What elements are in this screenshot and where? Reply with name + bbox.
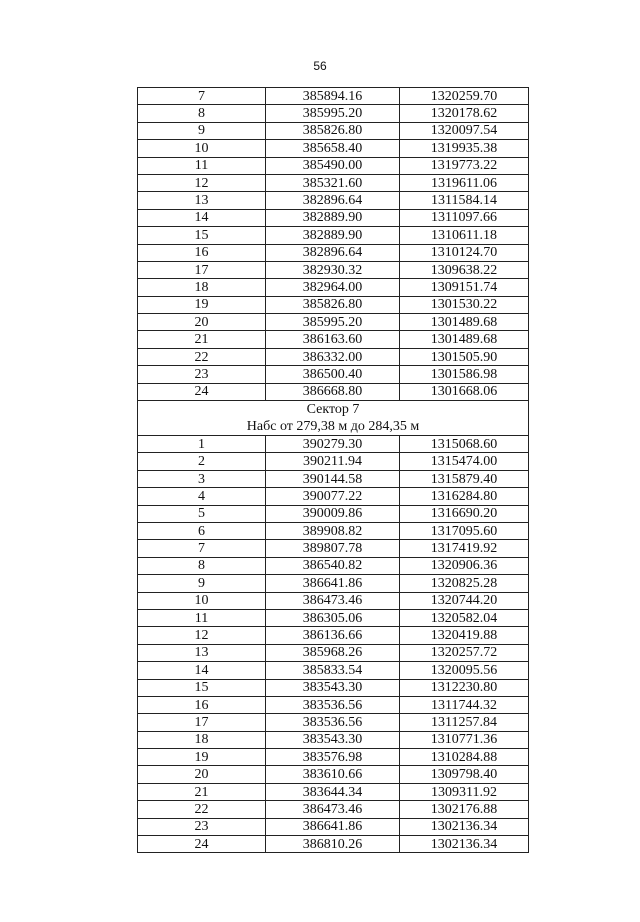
x-coordinate-cell: 386332.00 [266, 348, 400, 365]
point-number-cell: 23 [138, 818, 266, 835]
table-row [138, 540, 529, 557]
y-coordinate-cell: 1320257.72 [400, 644, 529, 661]
y-coordinate-cell: 1320419.88 [400, 627, 529, 644]
point-number-cell: 22 [138, 801, 266, 818]
y-coordinate-cell: 1302136.34 [400, 818, 529, 835]
y-coordinate-cell: 1319935.38 [400, 140, 529, 157]
point-number-cell: 13 [138, 644, 266, 661]
table-row [138, 818, 529, 835]
point-number-cell: 11 [138, 609, 266, 626]
x-coordinate-cell: 385894.16 [266, 88, 400, 105]
y-coordinate-cell: 1312230.80 [400, 679, 529, 696]
point-number-cell: 15 [138, 679, 266, 696]
table-row [138, 575, 529, 592]
y-coordinate-cell: 1319773.22 [400, 157, 529, 174]
y-coordinate-cell: 1310611.18 [400, 227, 529, 244]
y-coordinate-cell: 1320178.62 [400, 105, 529, 122]
x-coordinate-cell: 385826.80 [266, 122, 400, 139]
table-row [138, 696, 529, 713]
point-number-cell: 10 [138, 140, 266, 157]
x-coordinate-cell: 386305.06 [266, 609, 400, 626]
x-coordinate-cell: 382889.90 [266, 227, 400, 244]
point-number-cell: 17 [138, 714, 266, 731]
point-number-cell: 15 [138, 227, 266, 244]
y-coordinate-cell: 1320744.20 [400, 592, 529, 609]
y-coordinate-cell: 1310284.88 [400, 749, 529, 766]
table-row [138, 522, 529, 539]
y-coordinate-cell: 1320259.70 [400, 88, 529, 105]
sector-title-row [138, 401, 529, 419]
y-coordinate-cell: 1301505.90 [400, 348, 529, 365]
point-number-cell: 7 [138, 540, 266, 557]
y-coordinate-cell: 1309638.22 [400, 261, 529, 278]
x-coordinate-cell: 383543.30 [266, 679, 400, 696]
x-coordinate-cell: 390077.22 [266, 488, 400, 505]
y-coordinate-cell: 1301530.22 [400, 296, 529, 313]
point-number-cell: 9 [138, 122, 266, 139]
table-row [138, 488, 529, 505]
y-coordinate-cell: 1309798.40 [400, 766, 529, 783]
y-coordinate-cell: 1302136.34 [400, 836, 529, 853]
table-row [138, 766, 529, 783]
coordinates-table-body [138, 88, 529, 853]
point-number-cell: 18 [138, 731, 266, 748]
table-row [138, 296, 529, 313]
point-number-cell: 16 [138, 244, 266, 261]
y-coordinate-cell: 1310124.70 [400, 244, 529, 261]
point-number-cell: 1 [138, 436, 266, 453]
y-coordinate-cell: 1320825.28 [400, 575, 529, 592]
x-coordinate-cell: 383536.56 [266, 714, 400, 731]
x-coordinate-cell: 386473.46 [266, 801, 400, 818]
x-coordinate-cell: 389908.82 [266, 522, 400, 539]
table-row [138, 783, 529, 800]
point-number-cell: 9 [138, 575, 266, 592]
y-coordinate-cell: 1316284.80 [400, 488, 529, 505]
x-coordinate-cell: 385658.40 [266, 140, 400, 157]
x-coordinate-cell: 385826.80 [266, 296, 400, 313]
x-coordinate-cell: 382896.64 [266, 244, 400, 261]
x-coordinate-cell: 385995.20 [266, 314, 400, 331]
table-row [138, 279, 529, 296]
y-coordinate-cell: 1320095.56 [400, 662, 529, 679]
table-row [138, 244, 529, 261]
y-coordinate-cell: 1309311.92 [400, 783, 529, 800]
point-number-cell: 24 [138, 836, 266, 853]
y-coordinate-cell: 1319611.06 [400, 174, 529, 191]
point-number-cell: 3 [138, 470, 266, 487]
x-coordinate-cell: 382930.32 [266, 261, 400, 278]
x-coordinate-cell: 382896.64 [266, 192, 400, 209]
x-coordinate-cell: 386668.80 [266, 383, 400, 400]
x-coordinate-cell: 383644.34 [266, 783, 400, 800]
y-coordinate-cell: 1311744.32 [400, 696, 529, 713]
point-number-cell: 12 [138, 174, 266, 191]
table-row [138, 174, 529, 191]
table-row [138, 505, 529, 522]
page-number: 56 [313, 59, 327, 73]
table-row [138, 731, 529, 748]
table-row [138, 261, 529, 278]
x-coordinate-cell: 383543.30 [266, 731, 400, 748]
table-row [138, 314, 529, 331]
x-coordinate-cell: 386641.86 [266, 575, 400, 592]
point-number-cell: 17 [138, 261, 266, 278]
point-number-cell: 19 [138, 749, 266, 766]
x-coordinate-cell: 386136.66 [266, 627, 400, 644]
table-row [138, 679, 529, 696]
table-row [138, 436, 529, 453]
table-row [138, 714, 529, 731]
x-coordinate-cell: 390144.58 [266, 470, 400, 487]
y-coordinate-cell: 1301489.68 [400, 314, 529, 331]
point-number-cell: 14 [138, 209, 266, 226]
y-coordinate-cell: 1302176.88 [400, 801, 529, 818]
point-number-cell: 24 [138, 383, 266, 400]
point-number-cell: 21 [138, 331, 266, 348]
point-number-cell: 22 [138, 348, 266, 365]
sector-title: Сектор 7 [138, 401, 529, 419]
point-number-cell: 11 [138, 157, 266, 174]
y-coordinate-cell: 1309151.74 [400, 279, 529, 296]
x-coordinate-cell: 390009.86 [266, 505, 400, 522]
table-row [138, 592, 529, 609]
point-number-cell: 21 [138, 783, 266, 800]
table-row [138, 227, 529, 244]
table-row [138, 209, 529, 226]
table-row [138, 366, 529, 383]
x-coordinate-cell: 386473.46 [266, 592, 400, 609]
y-coordinate-cell: 1301489.68 [400, 331, 529, 348]
table-row [138, 749, 529, 766]
point-number-cell: 16 [138, 696, 266, 713]
table-row [138, 331, 529, 348]
x-coordinate-cell: 385995.20 [266, 105, 400, 122]
y-coordinate-cell: 1320906.36 [400, 557, 529, 574]
table-row [138, 470, 529, 487]
x-coordinate-cell: 382889.90 [266, 209, 400, 226]
y-coordinate-cell: 1311584.14 [400, 192, 529, 209]
y-coordinate-cell: 1310771.36 [400, 731, 529, 748]
point-number-cell: 12 [138, 627, 266, 644]
point-number-cell: 2 [138, 453, 266, 470]
x-coordinate-cell: 390211.94 [266, 453, 400, 470]
table-row [138, 662, 529, 679]
table-row [138, 88, 529, 105]
table-row [138, 627, 529, 644]
table-row [138, 122, 529, 139]
point-number-cell: 5 [138, 505, 266, 522]
point-number-cell: 14 [138, 662, 266, 679]
sector-subtitle-row [138, 418, 529, 436]
point-number-cell: 20 [138, 314, 266, 331]
point-number-cell: 18 [138, 279, 266, 296]
y-coordinate-cell: 1320097.54 [400, 122, 529, 139]
y-coordinate-cell: 1301586.98 [400, 366, 529, 383]
table-row [138, 801, 529, 818]
point-number-cell: 23 [138, 366, 266, 383]
table-row [138, 348, 529, 365]
point-number-cell: 8 [138, 557, 266, 574]
x-coordinate-cell: 383536.56 [266, 696, 400, 713]
point-number-cell: 7 [138, 88, 266, 105]
point-number-cell: 6 [138, 522, 266, 539]
x-coordinate-cell: 383610.66 [266, 766, 400, 783]
y-coordinate-cell: 1315068.60 [400, 436, 529, 453]
y-coordinate-cell: 1301668.06 [400, 383, 529, 400]
table-row [138, 609, 529, 626]
coordinates-table [137, 87, 529, 853]
x-coordinate-cell: 382964.00 [266, 279, 400, 296]
point-number-cell: 8 [138, 105, 266, 122]
point-number-cell: 20 [138, 766, 266, 783]
x-coordinate-cell: 389807.78 [266, 540, 400, 557]
table-row [138, 453, 529, 470]
x-coordinate-cell: 385490.00 [266, 157, 400, 174]
point-number-cell: 13 [138, 192, 266, 209]
table-row [138, 105, 529, 122]
table-row [138, 836, 529, 853]
x-coordinate-cell: 386500.40 [266, 366, 400, 383]
y-coordinate-cell: 1315474.00 [400, 453, 529, 470]
y-coordinate-cell: 1315879.40 [400, 470, 529, 487]
point-number-cell: 4 [138, 488, 266, 505]
x-coordinate-cell: 385833.54 [266, 662, 400, 679]
x-coordinate-cell: 386641.86 [266, 818, 400, 835]
table-row [138, 157, 529, 174]
sector-height-range: Набс от 279,38 м до 284,35 м [138, 418, 529, 436]
y-coordinate-cell: 1317419.92 [400, 540, 529, 557]
table-row [138, 557, 529, 574]
x-coordinate-cell: 385968.26 [266, 644, 400, 661]
x-coordinate-cell: 383576.98 [266, 749, 400, 766]
table-row [138, 644, 529, 661]
point-number-cell: 10 [138, 592, 266, 609]
table-row [138, 140, 529, 157]
y-coordinate-cell: 1320582.04 [400, 609, 529, 626]
y-coordinate-cell: 1316690.20 [400, 505, 529, 522]
table-row [138, 383, 529, 400]
table-row [138, 192, 529, 209]
x-coordinate-cell: 386810.26 [266, 836, 400, 853]
x-coordinate-cell: 385321.60 [266, 174, 400, 191]
x-coordinate-cell: 386540.82 [266, 557, 400, 574]
y-coordinate-cell: 1317095.60 [400, 522, 529, 539]
x-coordinate-cell: 386163.60 [266, 331, 400, 348]
y-coordinate-cell: 1311257.84 [400, 714, 529, 731]
y-coordinate-cell: 1311097.66 [400, 209, 529, 226]
point-number-cell: 19 [138, 296, 266, 313]
x-coordinate-cell: 390279.30 [266, 436, 400, 453]
